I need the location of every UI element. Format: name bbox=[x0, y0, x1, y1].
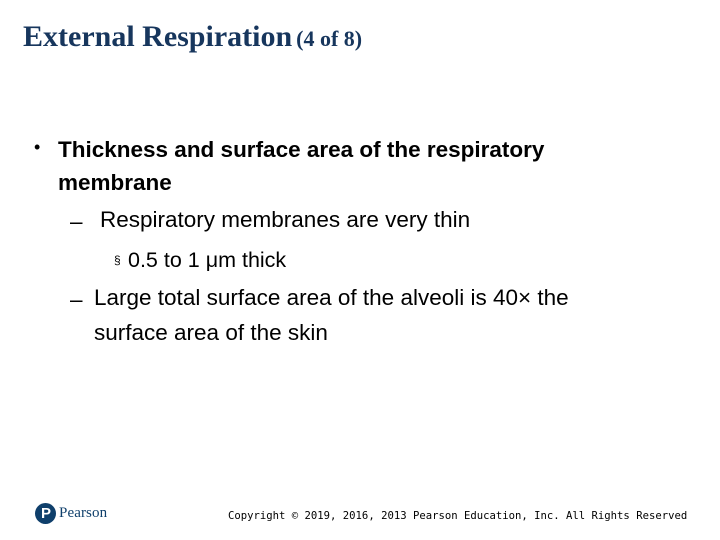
bullet-level1-line1: Thickness and surface area of the respiratory bbox=[58, 137, 545, 162]
bullet-square-marker: § bbox=[114, 253, 121, 267]
pearson-logo bbox=[35, 501, 107, 525]
bullet-level2-b-line1: Large total surface area of the alveoli is 40× the bbox=[94, 285, 569, 310]
copyright-notice: Copyright © 2019, 2016, 2013 Pearson Education, Inc. All Rights Reserved bbox=[228, 510, 688, 522]
bullet-dot-marker: • bbox=[34, 137, 41, 157]
slide-title-counter: (4 of 8) bbox=[296, 26, 363, 51]
bullet-level1-line2: membrane bbox=[58, 170, 172, 195]
slide-title bbox=[23, 20, 362, 54]
bullet-dash-marker: – bbox=[70, 209, 83, 234]
slide-title-main: External Respiration bbox=[23, 20, 293, 53]
bullet-level3: 0.5 to 1 μm thick bbox=[128, 248, 287, 272]
bullet-dash-marker: – bbox=[70, 287, 83, 312]
bullet-level2-a: Respiratory membranes are very thin bbox=[100, 207, 471, 232]
pearson-p-icon: P bbox=[35, 503, 56, 524]
bullet-level2-b-line2: surface area of the skin bbox=[94, 320, 328, 345]
pearson-logo-word: Pearson bbox=[59, 504, 108, 521]
